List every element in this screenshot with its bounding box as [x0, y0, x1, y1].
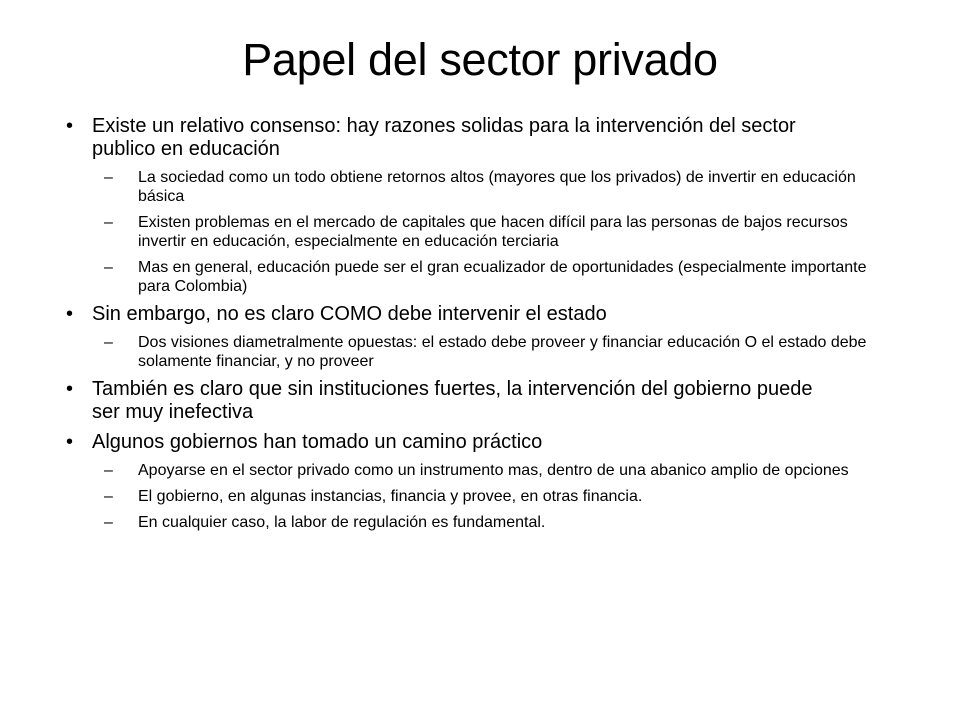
bullet-marker: •	[66, 115, 74, 137]
bullet-item	[66, 303, 832, 326]
dash-marker: –	[104, 169, 113, 186]
dash-marker: –	[104, 462, 113, 479]
sub-bullet-text: Apoyarse en el sector privado como un instrumento mas, dentro de una abanico amplio de opciones	[138, 462, 849, 479]
sub-bullet-text: La sociedad como un todo obtiene retornos altos (mayores que los privados) de invertir en educación básica	[138, 169, 856, 205]
bullet-item	[66, 431, 832, 454]
dash-marker: –	[104, 514, 113, 531]
bullet-item	[66, 378, 832, 424]
sub-bullet-item	[66, 461, 870, 480]
bullet-marker: •	[66, 303, 74, 325]
sub-bullet-text: Existen problemas en el mercado de capitales que hacen difícil para las personas de bajos recursos invertir en educación, especialmente en educación terciaria	[138, 214, 848, 250]
slide-title: Papel del sector privado	[242, 34, 718, 85]
bullet-text: Sin embargo, no es claro COMO debe intervenir el estado	[92, 303, 607, 325]
sub-bullet-item	[66, 513, 870, 532]
bullet-text: También es claro que sin instituciones fuertes, la intervención del gobierno puede ser muy inefectiva	[92, 378, 813, 423]
sub-bullet-text: Dos visiones diametralmente opuestas: el estado debe proveer y financiar educación O el estado debe solamente financiar, y no proveer	[138, 334, 867, 370]
bullet-text: Algunos gobiernos han tomado un camino práctico	[92, 431, 543, 453]
dash-marker: –	[104, 334, 113, 351]
dash-marker: –	[104, 259, 113, 276]
bullet-marker: •	[66, 378, 74, 400]
sub-bullet-item	[66, 487, 870, 506]
bullet-text: Existe un relativo consenso: hay razones solidas para la intervención del sector publico en educación	[92, 115, 796, 160]
sub-bullet-item	[66, 168, 870, 206]
dash-marker: –	[104, 214, 113, 231]
bullet-marker: •	[66, 431, 74, 453]
sub-bullet-text: En cualquier caso, la labor de regulación es fundamental.	[138, 514, 546, 531]
sub-bullet-text: El gobierno, en algunas instancias, financia y provee, en otras financia.	[138, 488, 643, 505]
sub-bullet-item	[66, 213, 870, 251]
slide-content	[66, 115, 926, 539]
sub-bullet-text: Mas en general, educación puede ser el gran ecualizador de oportunidades (especialmente importante para Colombia)	[138, 259, 867, 295]
bullet-item	[66, 115, 832, 161]
sub-bullet-item	[66, 333, 870, 371]
sub-bullet-item	[66, 258, 870, 296]
dash-marker: –	[104, 488, 113, 505]
